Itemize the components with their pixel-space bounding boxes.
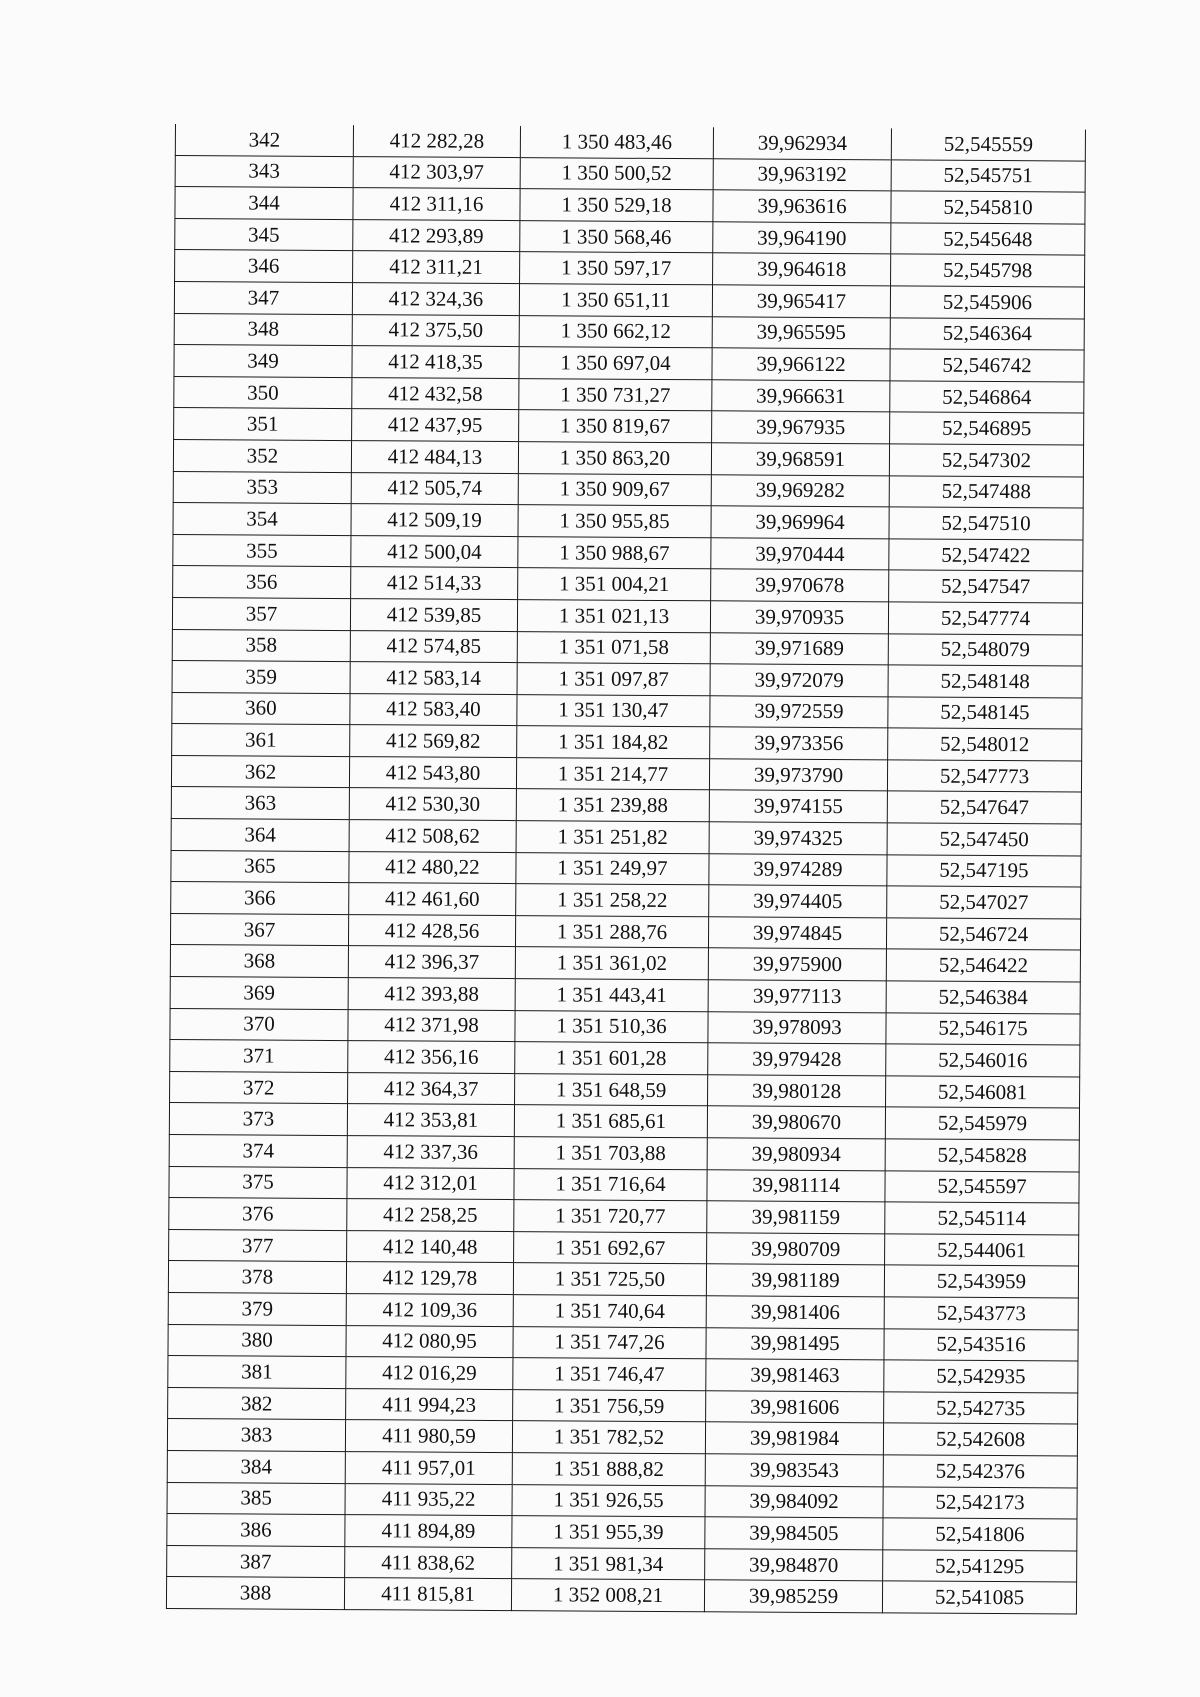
point-number-cell: 342 [175, 124, 353, 156]
x-coordinate-cell: 412 353,81 [347, 1104, 514, 1137]
longitude-cell: 52,542376 [883, 1455, 1077, 1488]
point-number-cell: 365 [171, 850, 349, 883]
x-coordinate-cell: 412 432,58 [352, 377, 519, 410]
y-coordinate-cell: 1 351 981,34 [512, 1547, 705, 1580]
x-coordinate-cell: 412 393,88 [348, 978, 515, 1011]
longitude-cell: 52,545828 [885, 1139, 1079, 1172]
longitude-cell: 52,543959 [884, 1265, 1078, 1298]
y-coordinate-cell: 1 351 021,13 [517, 600, 710, 633]
y-coordinate-cell: 1 351 004,21 [518, 568, 711, 601]
y-coordinate-cell: 1 350 529,18 [520, 189, 713, 222]
x-coordinate-cell: 412 324,36 [352, 283, 519, 316]
x-coordinate-cell: 411 994,23 [346, 1388, 513, 1421]
longitude-cell: 52,542608 [883, 1423, 1077, 1456]
point-number-cell: 387 [167, 1545, 345, 1578]
point-number-cell: 352 [173, 439, 351, 472]
latitude-cell: 39,965595 [712, 316, 890, 349]
y-coordinate-cell: 1 350 597,17 [520, 252, 713, 285]
point-number-cell: 373 [169, 1103, 347, 1136]
longitude-cell: 52,543773 [884, 1297, 1078, 1330]
longitude-cell: 52,548148 [888, 665, 1082, 698]
point-number-cell: 355 [173, 534, 351, 567]
latitude-cell: 39,973790 [709, 759, 887, 792]
x-coordinate-cell: 412 080,95 [346, 1325, 513, 1358]
y-coordinate-cell: 1 351 071,58 [517, 631, 710, 664]
longitude-cell: 52,546016 [886, 1044, 1080, 1077]
longitude-cell: 52,546081 [886, 1076, 1080, 1109]
point-number-cell: 364 [171, 819, 349, 852]
x-coordinate-cell: 412 311,16 [353, 188, 520, 221]
point-number-cell: 371 [170, 1040, 348, 1073]
point-number-cell: 370 [170, 1008, 348, 1041]
x-coordinate-cell: 412 461,60 [349, 883, 516, 916]
y-coordinate-cell: 1 351 601,28 [515, 1042, 708, 1075]
longitude-cell: 52,547195 [887, 855, 1081, 888]
longitude-cell: 52,547422 [889, 539, 1083, 572]
y-coordinate-cell: 1 351 288,76 [515, 915, 708, 948]
latitude-cell: 39,980128 [708, 1075, 886, 1108]
y-coordinate-cell: 1 351 756,59 [513, 1389, 706, 1422]
longitude-cell: 52,543516 [884, 1328, 1078, 1361]
longitude-cell: 52,548012 [888, 728, 1082, 761]
longitude-cell: 52,541295 [883, 1550, 1077, 1583]
longitude-cell: 52,546895 [890, 412, 1084, 445]
latitude-cell: 39,984092 [705, 1485, 883, 1518]
y-coordinate-cell: 1 351 249,97 [516, 852, 709, 885]
x-coordinate-cell: 412 016,29 [346, 1357, 513, 1390]
x-coordinate-cell: 412 311,21 [353, 251, 520, 284]
y-coordinate-cell: 1 351 184,82 [517, 726, 710, 759]
y-coordinate-cell: 1 352 008,21 [511, 1579, 704, 1612]
latitude-cell: 39,964618 [713, 253, 891, 286]
x-coordinate-cell: 412 282,28 [353, 125, 520, 157]
x-coordinate-cell: 412 484,13 [351, 441, 518, 474]
longitude-cell: 52,547027 [887, 886, 1081, 919]
point-number-cell: 379 [168, 1292, 346, 1325]
point-number-cell: 385 [167, 1482, 345, 1515]
latitude-cell: 39,985259 [704, 1580, 882, 1613]
latitude-cell: 39,980670 [707, 1106, 885, 1139]
latitude-cell: 39,969964 [711, 506, 889, 539]
x-coordinate-cell: 411 838,62 [345, 1546, 512, 1579]
x-coordinate-cell: 411 894,89 [345, 1515, 512, 1548]
y-coordinate-cell: 1 351 510,36 [515, 1010, 708, 1043]
point-number-cell: 344 [175, 187, 353, 220]
latitude-cell: 39,968591 [711, 443, 889, 476]
latitude-cell: 39,979428 [708, 1043, 886, 1076]
y-coordinate-cell: 1 350 863,20 [518, 442, 711, 475]
x-coordinate-cell: 412 356,16 [348, 1041, 515, 1074]
longitude-cell: 52,547773 [887, 760, 1081, 793]
x-coordinate-cell: 412 569,82 [350, 725, 517, 758]
latitude-cell: 39,967935 [712, 411, 890, 444]
point-number-cell: 350 [174, 376, 352, 409]
latitude-cell: 39,977113 [708, 980, 886, 1013]
latitude-cell: 39,963192 [713, 158, 891, 191]
point-number-cell: 346 [175, 250, 353, 283]
longitude-cell: 52,547302 [889, 444, 1083, 477]
point-number-cell: 357 [172, 597, 350, 630]
latitude-cell: 39,978093 [708, 1011, 886, 1044]
latitude-cell: 39,966631 [712, 380, 890, 413]
longitude-cell: 52,546864 [890, 381, 1084, 414]
longitude-cell: 52,544061 [885, 1234, 1079, 1267]
x-coordinate-cell: 412 129,78 [346, 1262, 513, 1295]
point-number-cell: 386 [167, 1514, 345, 1547]
y-coordinate-cell: 1 350 483,46 [520, 126, 713, 158]
point-number-cell: 354 [173, 503, 351, 536]
longitude-cell: 52,545810 [891, 191, 1085, 224]
y-coordinate-cell: 1 350 955,85 [518, 505, 711, 538]
x-coordinate-cell: 412 258,25 [347, 1199, 514, 1232]
y-coordinate-cell: 1 351 747,26 [513, 1326, 706, 1359]
latitude-cell: 39,981114 [707, 1169, 885, 1202]
x-coordinate-cell: 412 312,01 [347, 1167, 514, 1200]
longitude-cell: 52,545559 [891, 128, 1085, 160]
y-coordinate-cell: 1 351 130,47 [517, 694, 710, 727]
x-coordinate-cell: 412 509,19 [351, 504, 518, 537]
point-number-cell: 358 [172, 629, 350, 662]
point-number-cell: 381 [168, 1356, 346, 1389]
latitude-cell: 39,981984 [705, 1422, 883, 1455]
coordinate-table-container [175, 124, 1085, 1609]
latitude-cell: 39,981189 [706, 1264, 884, 1297]
point-number-cell: 384 [167, 1450, 345, 1483]
latitude-cell: 39,969282 [711, 474, 889, 507]
latitude-cell: 39,974405 [709, 885, 887, 918]
latitude-cell: 39,965417 [712, 285, 890, 318]
x-coordinate-cell: 412 514,33 [351, 567, 518, 600]
x-coordinate-cell: 411 980,59 [345, 1420, 512, 1453]
longitude-cell: 52,547450 [887, 823, 1081, 856]
longitude-cell: 52,548079 [888, 633, 1082, 666]
x-coordinate-cell: 412 583,40 [350, 693, 517, 726]
x-coordinate-cell: 412 480,22 [349, 851, 516, 884]
point-number-cell: 360 [172, 692, 350, 725]
point-number-cell: 366 [171, 882, 349, 915]
y-coordinate-cell: 1 351 251,82 [516, 821, 709, 854]
point-number-cell: 375 [169, 1166, 347, 1199]
y-coordinate-cell: 1 351 888,82 [512, 1453, 705, 1486]
longitude-cell: 52,547510 [889, 507, 1083, 540]
y-coordinate-cell: 1 350 500,52 [520, 157, 713, 190]
x-coordinate-cell: 412 530,30 [349, 788, 516, 821]
longitude-cell: 52,542173 [883, 1486, 1077, 1519]
point-number-cell: 349 [174, 345, 352, 378]
y-coordinate-cell: 1 351 926,55 [512, 1484, 705, 1517]
x-coordinate-cell: 411 815,81 [344, 1578, 511, 1611]
y-coordinate-cell: 1 351 955,39 [512, 1516, 705, 1549]
x-coordinate-cell: 412 375,50 [352, 314, 519, 347]
point-number-cell: 380 [168, 1324, 346, 1357]
longitude-cell: 52,545751 [891, 159, 1085, 192]
longitude-cell: 52,546422 [886, 949, 1080, 982]
longitude-cell: 52,547547 [889, 570, 1083, 603]
longitude-cell: 52,546724 [886, 918, 1080, 951]
x-coordinate-cell: 412 371,98 [348, 1009, 515, 1042]
longitude-cell: 52,541806 [883, 1518, 1077, 1551]
x-coordinate-cell: 412 505,74 [351, 472, 518, 505]
y-coordinate-cell: 1 351 685,61 [514, 1105, 707, 1138]
latitude-cell: 39,981159 [707, 1201, 885, 1234]
y-coordinate-cell: 1 350 651,11 [519, 284, 712, 317]
point-number-cell: 359 [172, 661, 350, 694]
x-coordinate-cell: 412 303,97 [353, 156, 520, 189]
longitude-cell: 52,547774 [888, 602, 1082, 635]
point-number-cell: 348 [174, 313, 352, 346]
y-coordinate-cell: 1 350 819,67 [519, 410, 712, 443]
latitude-cell: 39,974289 [709, 853, 887, 886]
longitude-cell: 52,547647 [887, 791, 1081, 824]
latitude-cell: 39,981463 [706, 1359, 884, 1392]
longitude-cell: 52,546175 [886, 1012, 1080, 1045]
latitude-cell: 39,966122 [712, 348, 890, 381]
x-coordinate-cell: 412 109,36 [346, 1294, 513, 1327]
point-number-cell: 369 [170, 977, 348, 1010]
point-number-cell: 378 [168, 1261, 346, 1294]
y-coordinate-cell: 1 350 909,67 [518, 473, 711, 506]
longitude-cell: 52,547488 [889, 475, 1083, 508]
y-coordinate-cell: 1 351 703,88 [514, 1137, 707, 1170]
x-coordinate-cell: 412 539,85 [350, 598, 517, 631]
x-coordinate-cell: 412 140,48 [347, 1230, 514, 1263]
y-coordinate-cell: 1 351 740,64 [513, 1295, 706, 1328]
point-number-cell: 345 [175, 218, 353, 251]
x-coordinate-cell: 412 418,35 [352, 346, 519, 379]
latitude-cell: 39,981606 [706, 1391, 884, 1424]
latitude-cell: 39,964190 [713, 222, 891, 255]
latitude-cell: 39,963616 [713, 190, 891, 223]
y-coordinate-cell: 1 351 097,87 [517, 663, 710, 696]
point-number-cell: 372 [170, 1071, 348, 1104]
x-coordinate-cell: 412 428,56 [348, 914, 515, 947]
y-coordinate-cell: 1 351 720,77 [514, 1200, 707, 1233]
latitude-cell: 39,981495 [706, 1327, 884, 1360]
y-coordinate-cell: 1 351 746,47 [513, 1358, 706, 1391]
longitude-cell: 52,541085 [882, 1581, 1076, 1614]
y-coordinate-cell: 1 350 662,12 [519, 315, 712, 348]
point-number-cell: 377 [169, 1229, 347, 1262]
longitude-cell: 52,545648 [891, 223, 1085, 256]
x-coordinate-cell: 412 364,37 [348, 1072, 515, 1105]
y-coordinate-cell: 1 351 258,22 [516, 884, 709, 917]
x-coordinate-cell: 412 583,14 [350, 662, 517, 695]
latitude-cell: 39,974845 [708, 917, 886, 950]
latitude-cell: 39,980934 [707, 1138, 885, 1171]
latitude-cell: 39,971689 [710, 632, 888, 665]
latitude-cell: 39,974155 [709, 790, 887, 823]
y-coordinate-cell: 1 351 443,41 [515, 979, 708, 1012]
point-number-cell: 368 [170, 945, 348, 978]
longitude-cell: 52,548145 [888, 697, 1082, 730]
x-coordinate-cell: 412 543,80 [349, 756, 516, 789]
latitude-cell: 39,972079 [710, 664, 888, 697]
latitude-cell: 39,984505 [705, 1517, 883, 1550]
point-number-cell: 382 [168, 1387, 346, 1420]
longitude-cell: 52,546364 [890, 317, 1084, 350]
x-coordinate-cell: 412 500,04 [351, 535, 518, 568]
x-coordinate-cell: 412 574,85 [350, 630, 517, 663]
x-coordinate-cell: 412 508,62 [349, 820, 516, 853]
latitude-cell: 39,962934 [713, 127, 891, 159]
y-coordinate-cell: 1 350 697,04 [519, 347, 712, 380]
point-number-cell: 353 [173, 471, 351, 504]
y-coordinate-cell: 1 350 731,27 [519, 378, 712, 411]
x-coordinate-cell: 411 957,01 [345, 1452, 512, 1485]
longitude-cell: 52,542735 [884, 1392, 1078, 1425]
x-coordinate-cell: 412 437,95 [352, 409, 519, 442]
y-coordinate-cell: 1 350 988,67 [518, 536, 711, 569]
longitude-cell: 52,545597 [885, 1170, 1079, 1203]
point-number-cell: 363 [171, 787, 349, 820]
latitude-cell: 39,983543 [705, 1454, 883, 1487]
y-coordinate-cell: 1 351 361,02 [515, 947, 708, 980]
y-coordinate-cell: 1 351 782,52 [512, 1421, 705, 1454]
longitude-cell: 52,546384 [886, 981, 1080, 1014]
y-coordinate-cell: 1 351 214,77 [516, 757, 709, 790]
point-number-cell: 362 [171, 755, 349, 788]
x-coordinate-cell: 412 293,89 [353, 219, 520, 252]
latitude-cell: 39,970678 [711, 569, 889, 602]
latitude-cell: 39,973356 [710, 727, 888, 760]
x-coordinate-cell: 412 337,36 [347, 1136, 514, 1169]
point-number-cell: 356 [173, 566, 351, 599]
x-coordinate-cell: 412 396,37 [348, 946, 515, 979]
x-coordinate-cell: 411 935,22 [345, 1483, 512, 1516]
point-number-cell: 343 [175, 155, 353, 188]
point-number-cell: 351 [174, 408, 352, 441]
longitude-cell: 52,545906 [890, 286, 1084, 319]
y-coordinate-cell: 1 351 692,67 [514, 1231, 707, 1264]
longitude-cell: 52,545114 [885, 1202, 1079, 1235]
y-coordinate-cell: 1 351 648,59 [515, 1073, 708, 1106]
point-number-cell: 376 [169, 1198, 347, 1231]
longitude-cell: 52,545979 [885, 1107, 1079, 1140]
latitude-cell: 39,974325 [709, 822, 887, 855]
longitude-cell: 52,546742 [890, 349, 1084, 382]
latitude-cell: 39,981406 [706, 1296, 884, 1329]
longitude-cell: 52,545798 [891, 254, 1085, 287]
point-number-cell: 374 [169, 1134, 347, 1167]
latitude-cell: 39,980709 [707, 1233, 885, 1266]
y-coordinate-cell: 1 351 239,88 [516, 789, 709, 822]
latitude-cell: 39,975900 [708, 948, 886, 981]
coordinate-table [166, 124, 1086, 1614]
longitude-cell: 52,542935 [884, 1360, 1078, 1393]
point-number-cell: 347 [174, 281, 352, 314]
coordinate-table-body [166, 124, 1085, 1614]
latitude-cell: 39,970935 [710, 601, 888, 634]
y-coordinate-cell: 1 350 568,46 [520, 220, 713, 253]
latitude-cell: 39,972559 [710, 695, 888, 728]
point-number-cell: 383 [167, 1419, 345, 1452]
y-coordinate-cell: 1 351 725,50 [513, 1263, 706, 1296]
point-number-cell: 361 [172, 724, 350, 757]
point-number-cell: 367 [170, 913, 348, 946]
latitude-cell: 39,970444 [711, 538, 889, 571]
latitude-cell: 39,984870 [705, 1548, 883, 1581]
point-number-cell: 388 [166, 1577, 344, 1610]
table-row [166, 1577, 1076, 1614]
y-coordinate-cell: 1 351 716,64 [514, 1168, 707, 1201]
